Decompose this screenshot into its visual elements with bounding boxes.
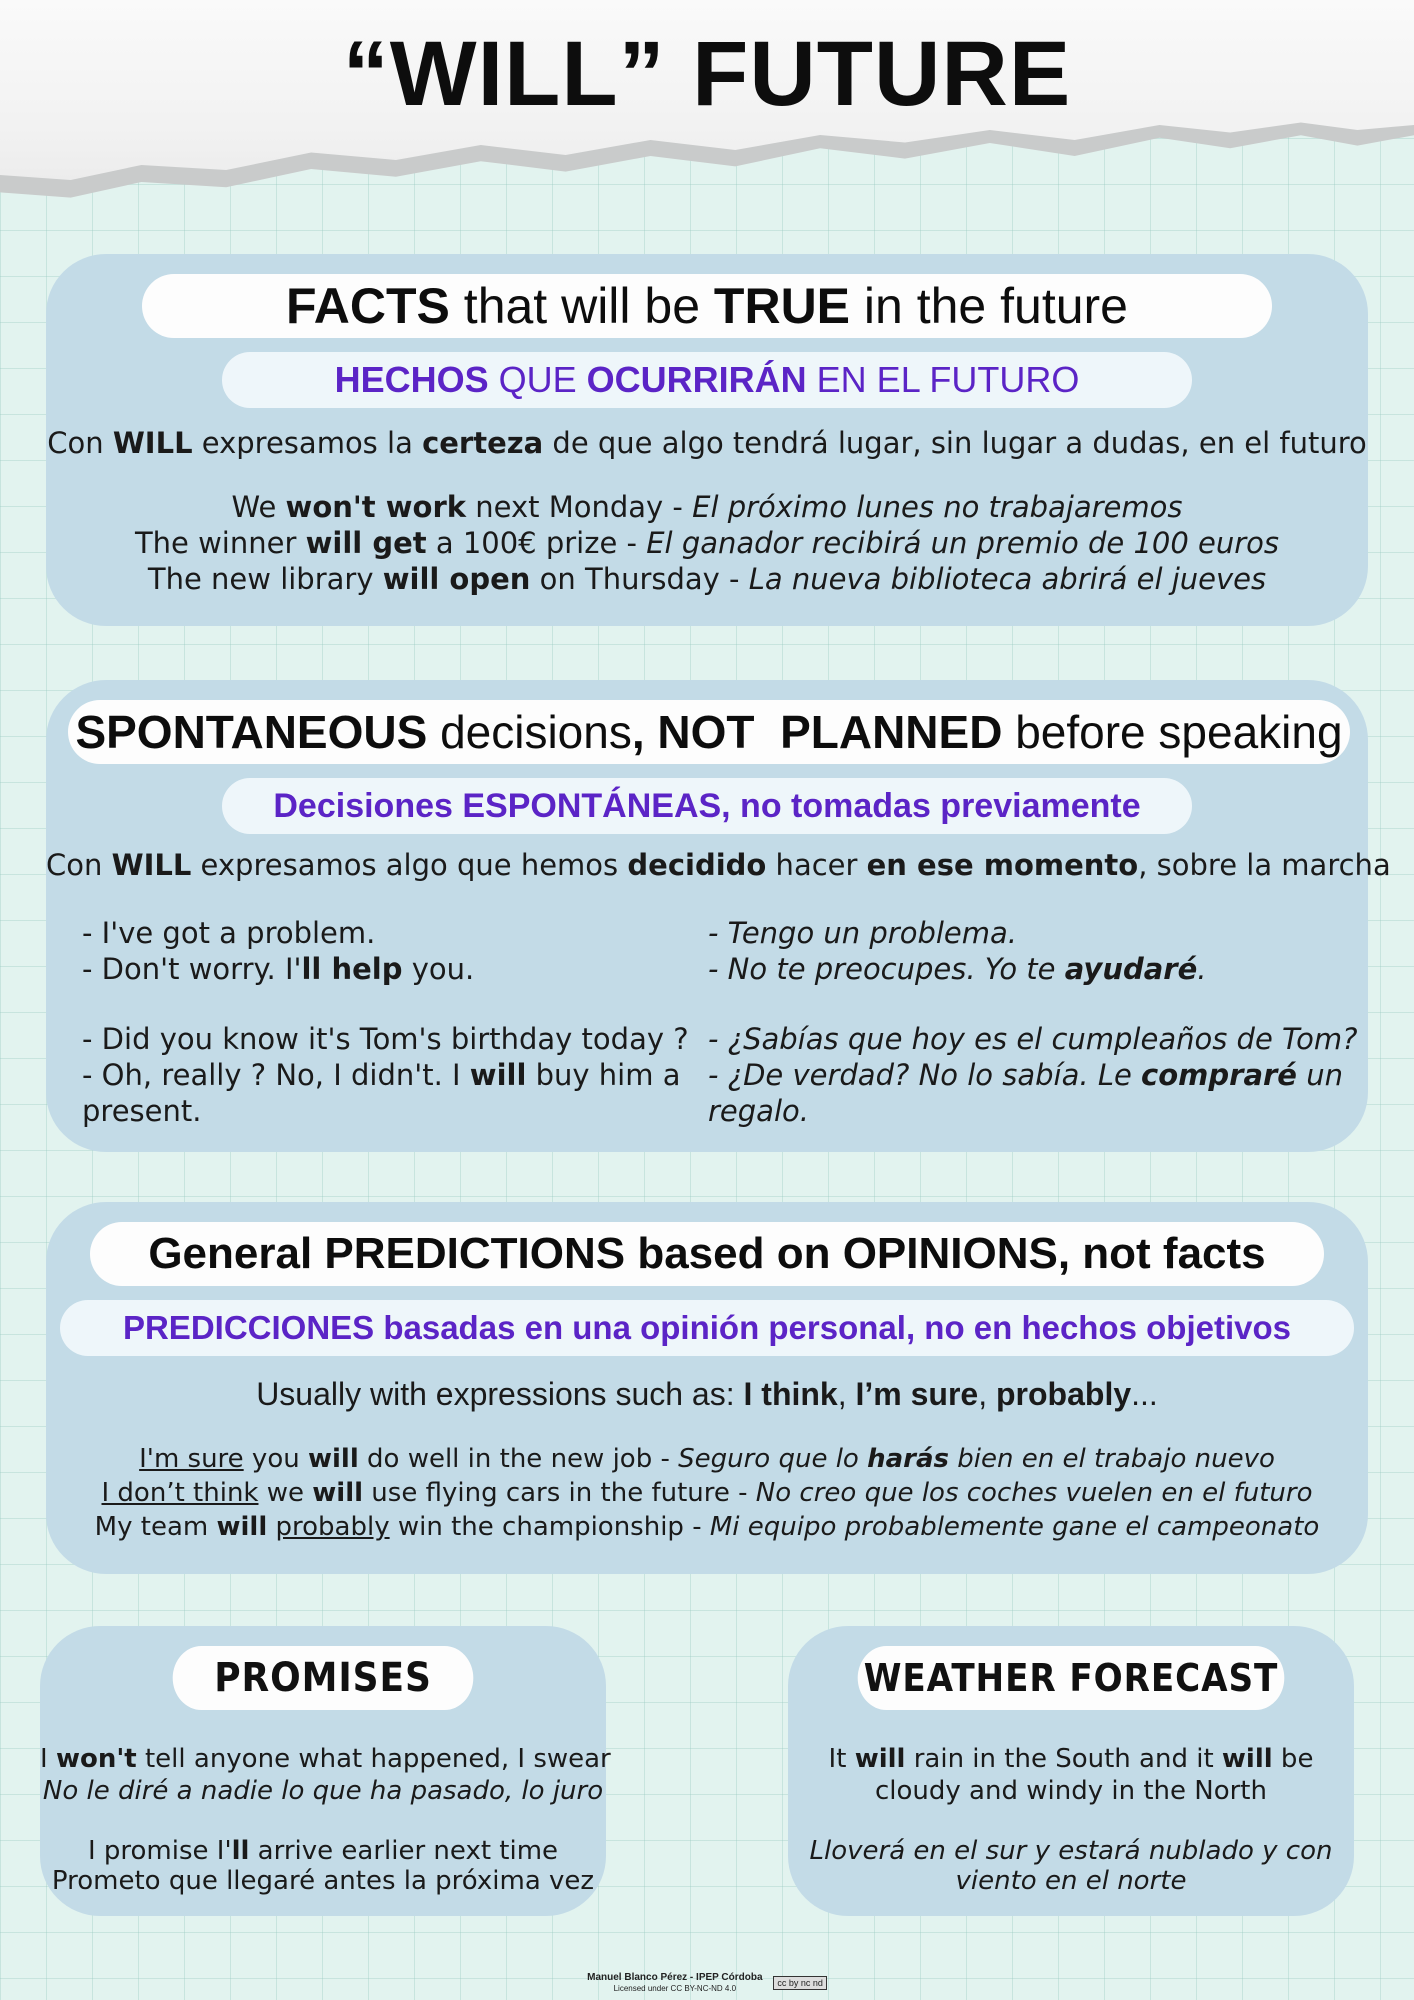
facts-heading-true: TRUE xyxy=(713,278,851,334)
text-span: on Thursday - xyxy=(530,562,749,596)
translation: El ganador recibirá un premio de 100 euros xyxy=(646,526,1280,560)
spontaneous-heading xyxy=(68,700,1350,764)
predictions-heading: General PREDICTIONS based on OPINIONS, not facts xyxy=(90,1222,1324,1286)
text-span: a 100€ prize - xyxy=(426,526,647,560)
text-span: be xyxy=(1272,1744,1314,1774)
keyword: certeza xyxy=(422,426,544,460)
page-title: “WILL” FUTURE xyxy=(342,23,1072,125)
facts-example-1 xyxy=(46,490,1368,524)
text-span: un xyxy=(1296,1058,1343,1092)
text-span: - Oh, really ? No, I didn't. I xyxy=(82,1058,470,1092)
text-span: - No te preocupes. Yo te xyxy=(708,952,1065,986)
text-span: use flying cars in the future - xyxy=(363,1478,756,1508)
spontaneous-card xyxy=(46,680,1391,1152)
facts-sub-text: QUE xyxy=(488,359,587,400)
keyword: en ese momento xyxy=(866,848,1139,882)
predictions-example-2 xyxy=(46,1478,1368,1508)
spontaneous-explanation xyxy=(46,848,1391,882)
spontaneous-subheading: Decisiones ESPONTÁNEAS, no tomadas previamente xyxy=(222,778,1192,834)
author: Manuel Blanco Pérez - IPEP Córdoba xyxy=(587,1972,763,1983)
predictions-subheading: PREDICCIONES basadas en una opinión personal, no en hechos objetivos xyxy=(60,1300,1354,1356)
keyword: will xyxy=(469,1058,527,1092)
facts-subheading xyxy=(222,352,1192,408)
keyword: won't xyxy=(55,1744,137,1774)
keyword: harás xyxy=(867,1444,950,1474)
expression: I don’t think xyxy=(101,1478,259,1508)
text-span: It xyxy=(828,1744,855,1774)
weather-line-1 xyxy=(788,1744,1354,1774)
promises-line-4: Prometo que llegaré antes la próxima vez xyxy=(51,1866,595,1896)
text-span: do well in the new job - xyxy=(358,1444,679,1474)
text-span: tell anyone what happened, I swear xyxy=(136,1744,611,1774)
text-span: Con xyxy=(47,426,113,460)
facts-heading xyxy=(142,274,1272,338)
keyword: I think xyxy=(743,1376,838,1412)
text-span: , xyxy=(837,1376,856,1412)
text-span: . xyxy=(1197,952,1207,986)
keyword: WILL xyxy=(112,426,193,460)
text-span: The new library xyxy=(147,562,383,596)
text-span: I promise I' xyxy=(87,1836,232,1866)
dialogue-en-5: present. xyxy=(82,1094,202,1128)
license: Licensed under CC BY-NC-ND 4.0 xyxy=(613,1984,737,1993)
keyword: will open xyxy=(382,562,531,596)
dialogue-en-4 xyxy=(82,1058,680,1092)
keyword: probably xyxy=(996,1376,1132,1412)
predictions-card xyxy=(46,1202,1368,1574)
facts-heading-text-2: in the future xyxy=(850,278,1128,334)
promises-card xyxy=(40,1626,611,1916)
text-span: de que algo tendrá lugar, sin lugar a dudas, en el futuro xyxy=(543,426,1367,460)
dialogue-es-2 xyxy=(708,952,1206,986)
text-span: you xyxy=(243,1444,308,1474)
expression: probably xyxy=(275,1512,390,1542)
facts-example-2 xyxy=(46,526,1368,560)
text-span: We xyxy=(231,490,286,524)
dialogue-en-3: - Did you know it's Tom's birthday today ? xyxy=(82,1022,689,1056)
text-span: before speaking xyxy=(1002,706,1343,758)
facts-sub-hechos: HECHOS xyxy=(334,359,489,400)
text-span: arrive earlier next time xyxy=(249,1836,559,1866)
keyword: , NOT PLANNED xyxy=(631,706,1003,758)
weather-heading: WEATHER FORECAST xyxy=(858,1646,1285,1710)
footer-credits xyxy=(587,1972,762,1994)
predictions-usually xyxy=(46,1376,1368,1413)
text-span: , sobre la marcha xyxy=(1138,848,1391,882)
dialogue-es-1: - Tengo un problema. xyxy=(708,916,1018,950)
facts-card xyxy=(46,254,1368,626)
cc-license-badge[interactable]: cc by nc nd xyxy=(773,1976,827,1990)
text-span: we xyxy=(258,1478,313,1508)
keyword: will xyxy=(312,1478,364,1508)
facts-explanation xyxy=(46,426,1368,460)
facts-sub-text-2: EN EL FUTURO xyxy=(806,359,1080,400)
dialogue-en-1: - I've got a problem. xyxy=(82,916,376,950)
text-span: Usually with expressions such as: xyxy=(256,1376,744,1412)
predictions-example-1 xyxy=(46,1444,1368,1474)
text-span xyxy=(267,1512,275,1542)
keyword: compraré xyxy=(1141,1058,1297,1092)
text-span: My team xyxy=(94,1512,217,1542)
keyword: I’m sure xyxy=(855,1376,979,1412)
text-span: - Don't worry. I' xyxy=(82,952,302,986)
translation: bien en el trabajo nuevo xyxy=(949,1444,1275,1474)
weather-line-2: cloudy and windy in the North xyxy=(875,1776,1267,1806)
dialogue-es-5: regalo. xyxy=(708,1094,809,1128)
text-span: - ¿De verdad? No lo sabía. Le xyxy=(708,1058,1142,1092)
text-span: next Monday - xyxy=(466,490,693,524)
text-span: , xyxy=(978,1376,996,1412)
text-span: win the championship - xyxy=(389,1512,710,1542)
translation: Mi equipo probablemente gane el campeonato xyxy=(709,1512,1320,1542)
keyword: SPONTANEOUS xyxy=(75,706,428,758)
keyword: will xyxy=(307,1444,359,1474)
dialogue-en-2 xyxy=(82,952,474,986)
text-span: I xyxy=(40,1744,56,1774)
footer xyxy=(0,1972,1414,1994)
weather-card xyxy=(788,1626,1354,1916)
translation: La nueva biblioteca abrirá el jueves xyxy=(748,562,1267,596)
translation: No creo que los coches vuelen en el futuro xyxy=(755,1478,1313,1508)
promises-line-2: No le diré a nadie lo que ha pasado, lo juro xyxy=(42,1776,604,1806)
text-span: buy him a xyxy=(526,1058,681,1092)
keyword: will get xyxy=(305,526,427,560)
translation: Seguro que lo xyxy=(678,1444,868,1474)
dialogue-es-4 xyxy=(708,1058,1343,1092)
facts-sub-ocurriran: OCURRIRÁN xyxy=(586,359,807,400)
promises-heading: PROMISES xyxy=(173,1646,474,1710)
keyword: ayudaré xyxy=(1064,952,1198,986)
keyword: ll help xyxy=(301,952,403,986)
keyword: will xyxy=(216,1512,268,1542)
keyword: ll xyxy=(231,1836,250,1866)
predictions-example-3 xyxy=(46,1512,1368,1542)
text-span: expresamos la xyxy=(192,426,423,460)
keyword: won't work xyxy=(285,490,467,524)
facts-example-3 xyxy=(46,562,1368,596)
text-span: The winner xyxy=(134,526,306,560)
text-span: Con xyxy=(46,848,112,882)
text-span: ... xyxy=(1131,1376,1158,1412)
text-span: decisions xyxy=(427,706,632,758)
text-span: you. xyxy=(402,952,475,986)
keyword: decidido xyxy=(627,848,767,882)
keyword: WILL xyxy=(111,848,192,882)
text-span: rain in the South and it xyxy=(905,1744,1222,1774)
keyword: will xyxy=(854,1744,906,1774)
facts-heading-text: that will be xyxy=(449,278,714,334)
promises-line-1 xyxy=(40,1744,611,1774)
dialogue-es-3: - ¿Sabías que hoy es el cumpleaños de Tom? xyxy=(708,1022,1358,1056)
text-span: expresamos algo que hemos xyxy=(191,848,628,882)
facts-heading-facts: FACTS xyxy=(286,278,450,334)
expression: I'm sure xyxy=(139,1444,244,1474)
weather-line-4: viento en el norte xyxy=(955,1866,1187,1896)
weather-line-3: Lloverá en el sur y estará nublado y con xyxy=(809,1836,1333,1866)
text-span: hacer xyxy=(766,848,867,882)
keyword: will xyxy=(1221,1744,1273,1774)
promises-line-3 xyxy=(40,1836,606,1866)
translation: El próximo lunes no trabajaremos xyxy=(692,490,1183,524)
